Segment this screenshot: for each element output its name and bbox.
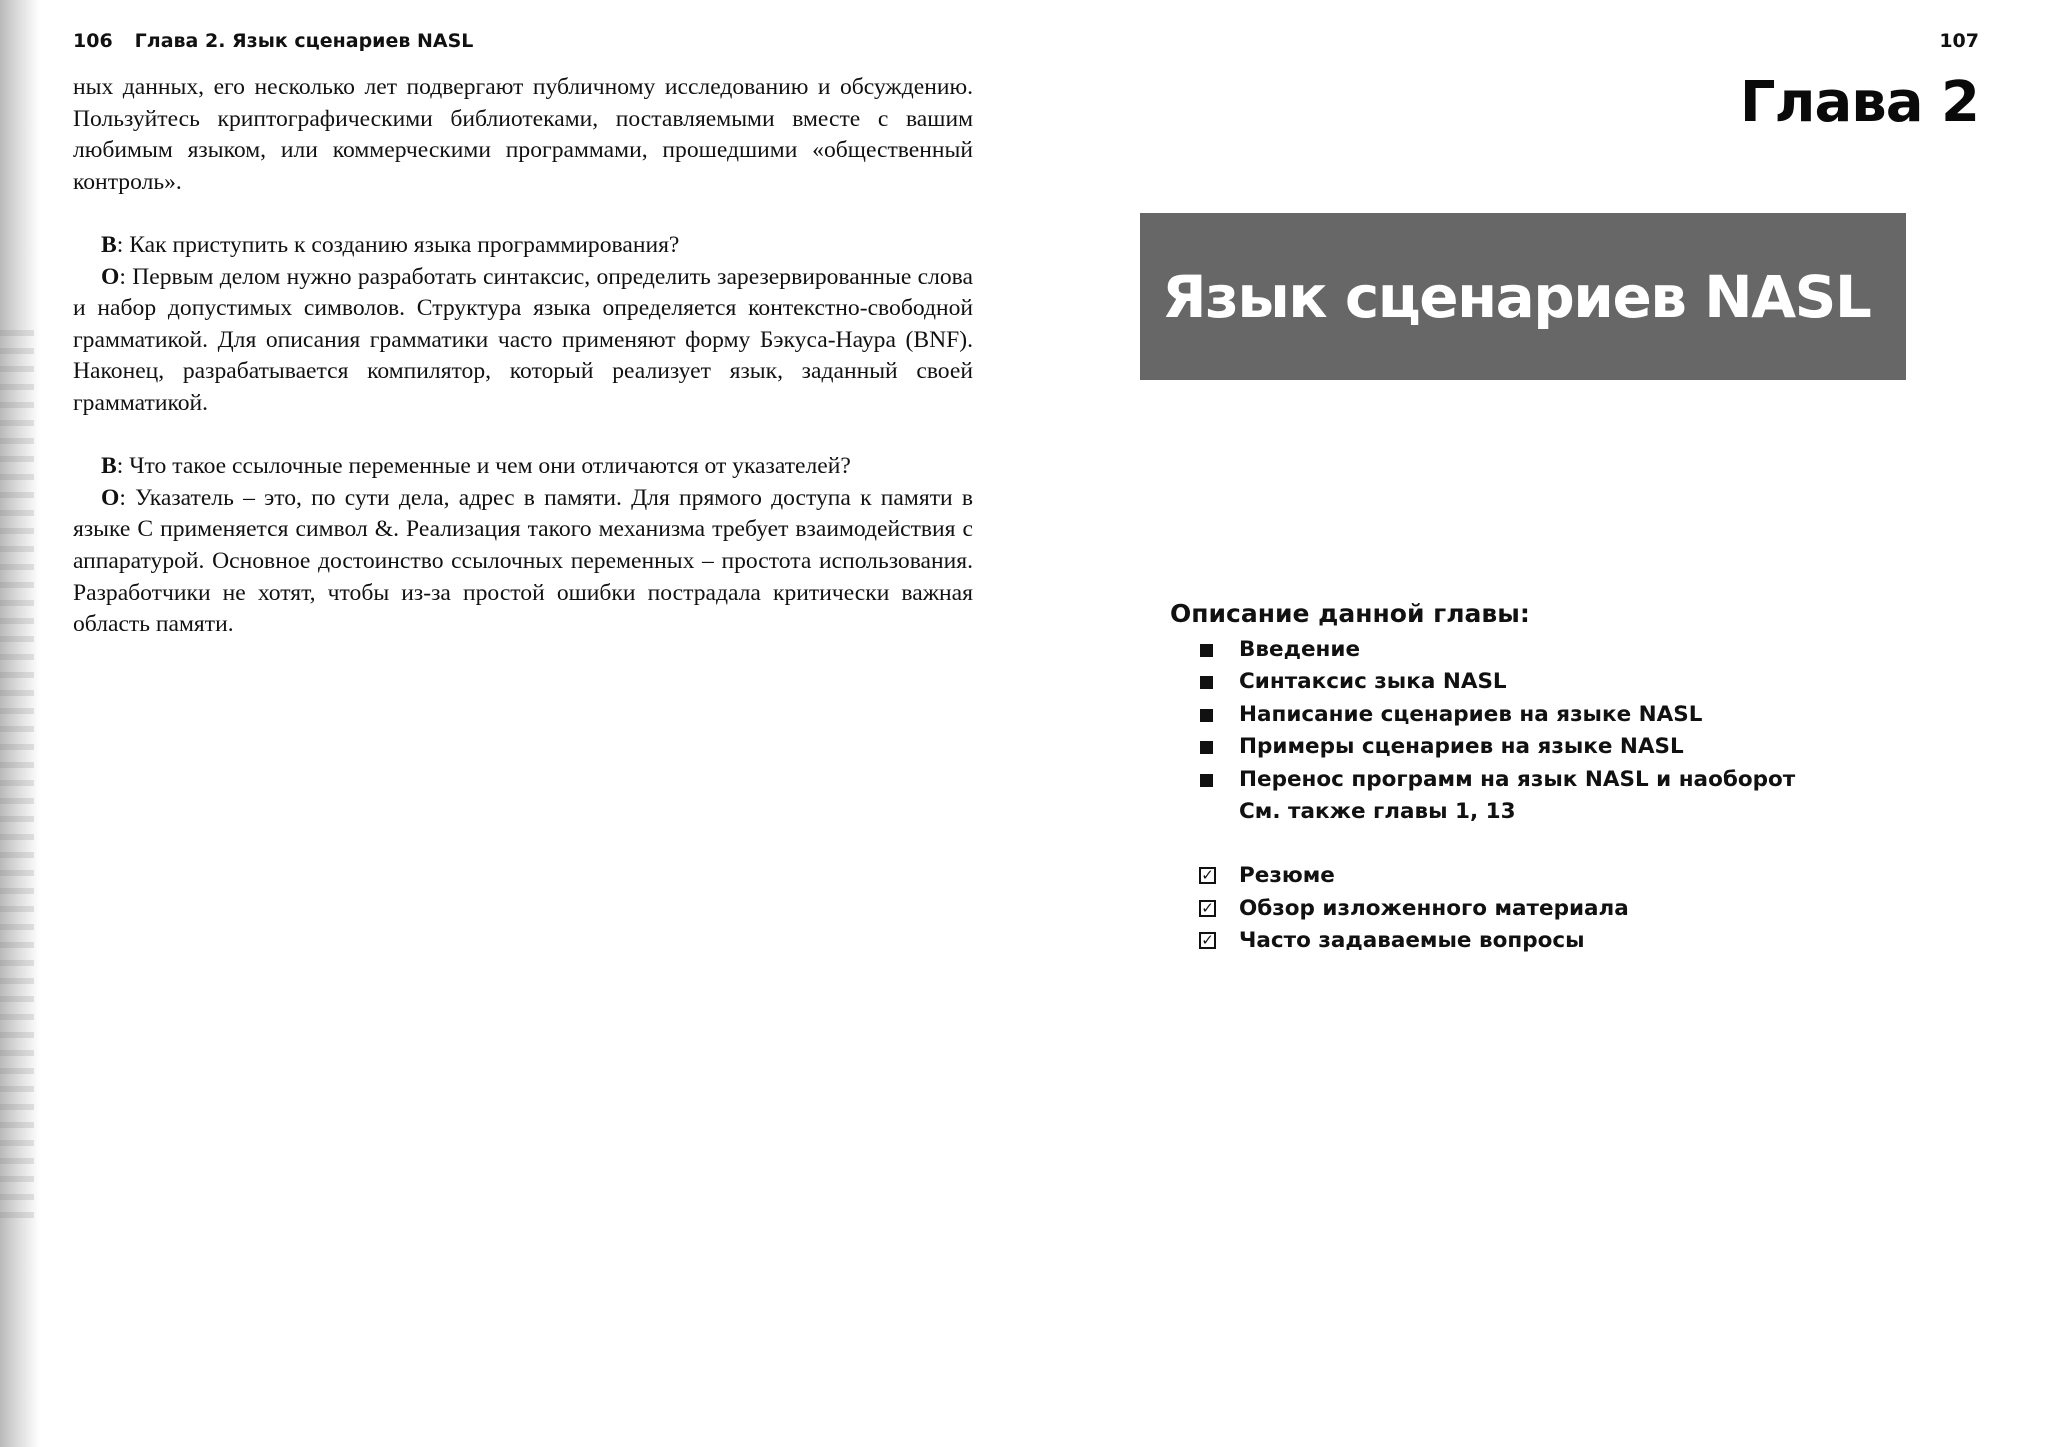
list-item: Примеры сценариев на языке NASL bbox=[1170, 731, 1930, 763]
question-2 bbox=[73, 451, 973, 483]
contents-heading: Описание данной главы: bbox=[1170, 599, 1530, 628]
list-item: ✓ Обзор изложенного материала bbox=[1170, 893, 1930, 925]
answer-2 bbox=[73, 483, 973, 641]
answer-label: О bbox=[101, 263, 120, 290]
list-item: Введение bbox=[1170, 634, 1930, 666]
question-text: : Как приступить к созданию языка программирования? bbox=[116, 231, 680, 258]
square-bullet-icon bbox=[1200, 741, 1213, 754]
right-page-number: 107 bbox=[1939, 30, 1979, 52]
question-1 bbox=[73, 230, 973, 262]
list-item: ✓ Резюме bbox=[1170, 860, 1930, 892]
checklist bbox=[1170, 860, 1930, 957]
square-bullet-icon bbox=[1200, 709, 1213, 722]
left-page-body bbox=[73, 72, 973, 641]
answer-text: : Указатель – это, по сути дела, адрес в памяти. Для прямого доступа к памяти в языке C применяется символ &. Реализация такого механизма требует взаимодействия с аппаратурой. Основное достоинство ссылочных переменных – простота использования. Разработчики не хотят, чтобы из-за простой ошибки пострадала критически важная область памяти. bbox=[73, 484, 973, 638]
checkbox-icon: ✓ bbox=[1199, 932, 1216, 949]
list-item: ✓ Часто задаваемые вопросы bbox=[1170, 925, 1930, 957]
question-text: : Что такое ссылочные переменные и чем они отличаются от указателей? bbox=[116, 453, 851, 480]
chapter-title-box bbox=[1140, 213, 1906, 380]
square-bullet-icon bbox=[1200, 644, 1213, 657]
answer-text: : Первым делом нужно разработать синтаксис, определить зарезервированные слова и набор допустимых символов. Структура языка определяется контекстно-свободной грамматикой. Для описания грамматики часто применяют форму Бэкуса-Наура (BNF). Наконец, разрабатывается компилятор, который реализует язык, заданный своей грамматикой. bbox=[73, 263, 973, 416]
left-page-number: 106 bbox=[73, 30, 113, 52]
contents-list bbox=[1170, 634, 1930, 796]
square-bullet-icon bbox=[1200, 676, 1213, 689]
chapter-title: Язык сценариев NASL bbox=[1162, 262, 1871, 331]
checkbox-icon: ✓ bbox=[1199, 867, 1216, 884]
see-also: См. также главы 1, 13 bbox=[1239, 799, 1516, 825]
answer-1 bbox=[73, 262, 973, 420]
question-label: В bbox=[101, 231, 117, 258]
list-item: Перенос программ на язык NASL и наоборот bbox=[1170, 764, 1930, 796]
body-paragraph: ных данных, его несколько лет подвергают публичному исследованию и обсуждению. Пользуйтесь криптографическими библиотеками, поставляемыми вместе с вашим любимым языком, или коммерческими программами, прошедшими «общественный контроль». bbox=[73, 74, 973, 195]
page-binding-edge bbox=[0, 0, 40, 1447]
list-item: Синтаксис зыка NASL bbox=[1170, 666, 1930, 698]
checkbox-icon: ✓ bbox=[1199, 900, 1216, 917]
running-head-title: Глава 2. Язык сценариев NASL bbox=[134, 30, 474, 52]
running-head bbox=[73, 30, 495, 52]
chapter-label: Глава 2 bbox=[1739, 70, 1979, 135]
chapter-contents bbox=[1170, 598, 1930, 958]
square-bullet-icon bbox=[1200, 774, 1213, 787]
list-item: Написание сценариев на языке NASL bbox=[1170, 699, 1930, 731]
question-label: В bbox=[101, 453, 117, 480]
answer-label: О bbox=[101, 484, 120, 511]
